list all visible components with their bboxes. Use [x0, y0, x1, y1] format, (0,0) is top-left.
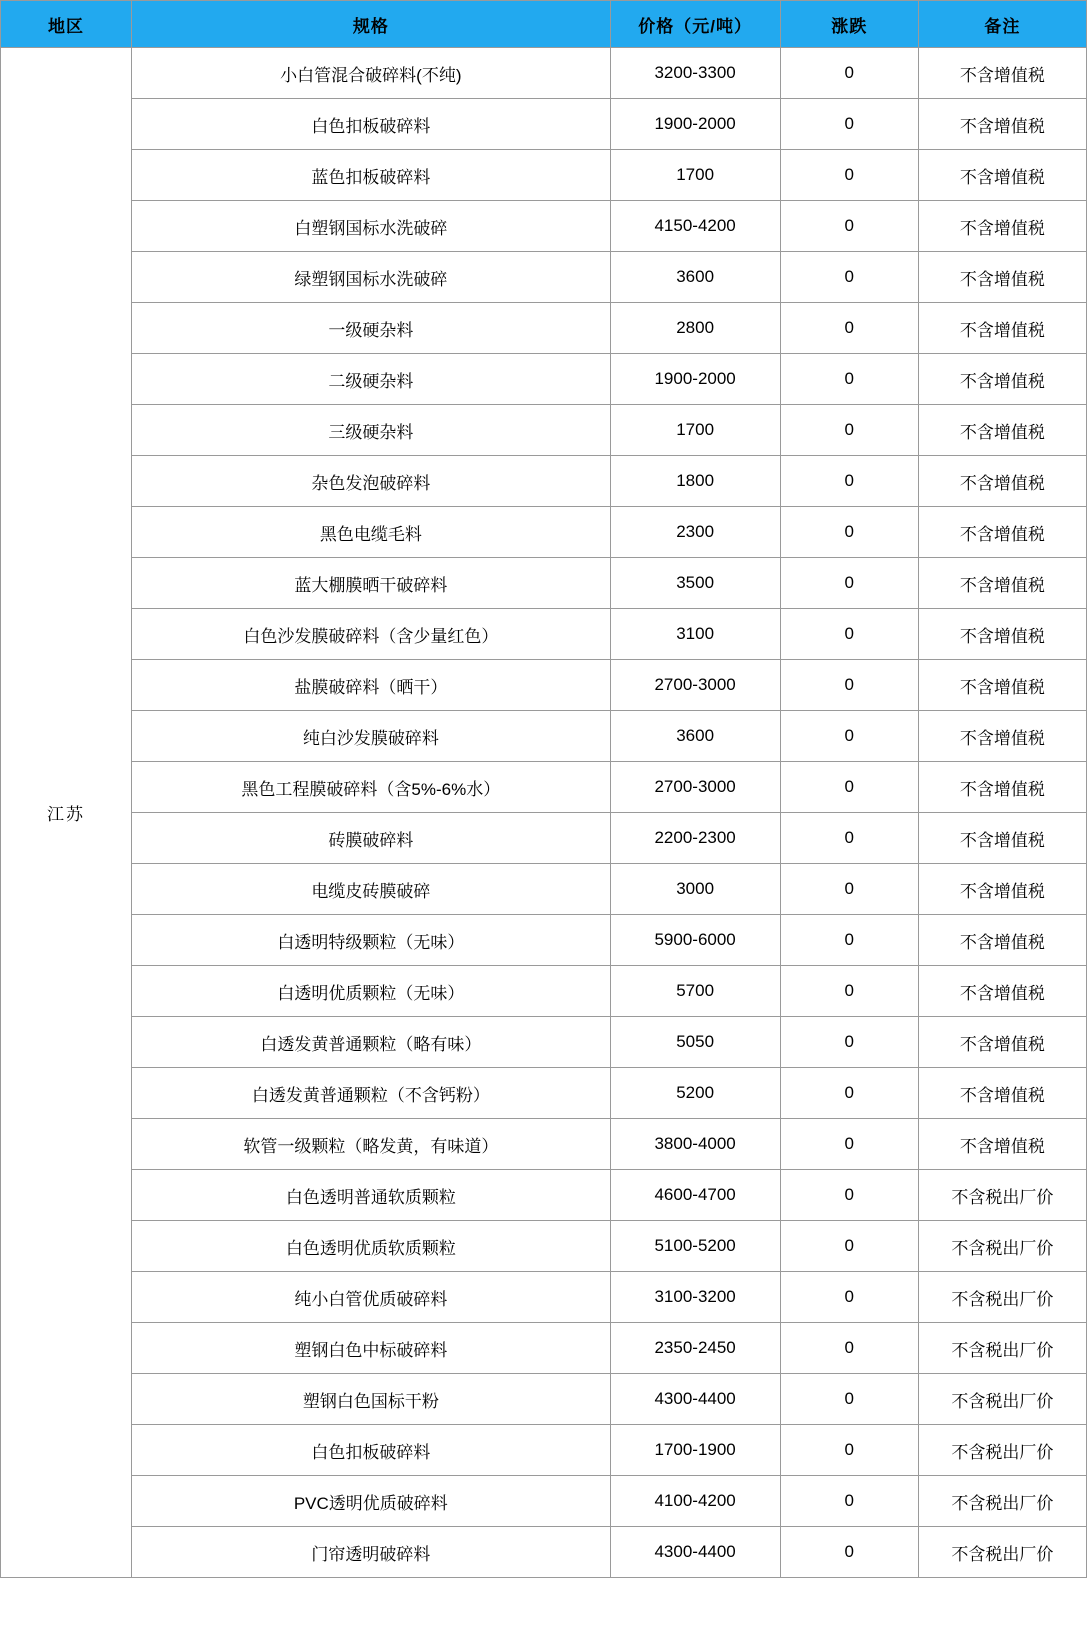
spec-cell: 塑钢白色中标破碎料 — [132, 1323, 610, 1374]
note-cell: 不含增值税 — [918, 456, 1086, 507]
change-cell: 0 — [780, 1425, 918, 1476]
price-cell: 2200-2300 — [610, 813, 780, 864]
note-cell: 不含增值税 — [918, 711, 1086, 762]
price-cell: 5050 — [610, 1017, 780, 1068]
change-cell: 0 — [780, 1476, 918, 1527]
note-cell: 不含增值税 — [918, 201, 1086, 252]
change-cell: 0 — [780, 1272, 918, 1323]
spec-cell: PVC透明优质破碎料 — [132, 1476, 610, 1527]
price-cell: 3600 — [610, 711, 780, 762]
note-cell: 不含增值税 — [918, 609, 1086, 660]
change-cell: 0 — [780, 609, 918, 660]
spec-cell: 二级硬杂料 — [132, 354, 610, 405]
spec-cell: 白色扣板破碎料 — [132, 99, 610, 150]
table-row — [1, 507, 1087, 558]
note-cell: 不含增值税 — [918, 1017, 1086, 1068]
note-cell: 不含增值税 — [918, 813, 1086, 864]
note-cell: 不含增值税 — [918, 507, 1086, 558]
table-row — [1, 150, 1087, 201]
change-cell: 0 — [780, 660, 918, 711]
spec-cell: 塑钢白色国标干粉 — [132, 1374, 610, 1425]
price-cell: 3100-3200 — [610, 1272, 780, 1323]
table-header — [1, 1, 1087, 48]
price-cell: 2800 — [610, 303, 780, 354]
change-cell: 0 — [780, 252, 918, 303]
table-row — [1, 660, 1087, 711]
table-row — [1, 252, 1087, 303]
change-cell: 0 — [780, 762, 918, 813]
spec-cell: 小白管混合破碎料(不纯) — [132, 48, 610, 99]
price-cell: 3500 — [610, 558, 780, 609]
change-cell: 0 — [780, 405, 918, 456]
price-cell: 4100-4200 — [610, 1476, 780, 1527]
table-row — [1, 1068, 1087, 1119]
table-row — [1, 609, 1087, 660]
price-cell: 2700-3000 — [610, 762, 780, 813]
change-cell: 0 — [780, 1119, 918, 1170]
spec-cell: 白色沙发膜破碎料（含少量红色） — [132, 609, 610, 660]
note-cell: 不含增值税 — [918, 762, 1086, 813]
spec-cell: 盐膜破碎料（晒干） — [132, 660, 610, 711]
price-cell: 3800-4000 — [610, 1119, 780, 1170]
column-header-spec: 规格 — [132, 1, 610, 48]
note-cell: 不含增值税 — [918, 405, 1086, 456]
price-cell: 3200-3300 — [610, 48, 780, 99]
table-row — [1, 303, 1087, 354]
change-cell: 0 — [780, 1017, 918, 1068]
price-cell: 2350-2450 — [610, 1323, 780, 1374]
note-cell: 不含税出厂价 — [918, 1272, 1086, 1323]
note-cell: 不含税出厂价 — [918, 1323, 1086, 1374]
note-cell: 不含增值税 — [918, 354, 1086, 405]
note-cell: 不含增值税 — [918, 150, 1086, 201]
spec-cell: 蓝大棚膜晒干破碎料 — [132, 558, 610, 609]
change-cell: 0 — [780, 1170, 918, 1221]
change-cell: 0 — [780, 1068, 918, 1119]
change-cell: 0 — [780, 915, 918, 966]
change-cell: 0 — [780, 150, 918, 201]
note-cell: 不含增值税 — [918, 558, 1086, 609]
spec-cell: 白透发黄普通颗粒（不含钙粉） — [132, 1068, 610, 1119]
table-row — [1, 1119, 1087, 1170]
table-row — [1, 1527, 1087, 1578]
change-cell: 0 — [780, 966, 918, 1017]
table-row — [1, 354, 1087, 405]
price-cell: 1700-1900 — [610, 1425, 780, 1476]
region-cell: 江苏 — [1, 48, 132, 1578]
price-cell: 3100 — [610, 609, 780, 660]
note-cell: 不含增值税 — [918, 660, 1086, 711]
change-cell: 0 — [780, 711, 918, 762]
column-header-region: 地区 — [1, 1, 132, 48]
spec-cell: 纯白沙发膜破碎料 — [132, 711, 610, 762]
table-row — [1, 1425, 1087, 1476]
note-cell: 不含增值税 — [918, 99, 1086, 150]
change-cell: 0 — [780, 864, 918, 915]
spec-cell: 白色透明普通软质颗粒 — [132, 1170, 610, 1221]
table-row — [1, 966, 1087, 1017]
table-header-row — [1, 1, 1087, 48]
spec-cell: 门帘透明破碎料 — [132, 1527, 610, 1578]
spec-cell: 绿塑钢国标水洗破碎 — [132, 252, 610, 303]
note-cell: 不含增值税 — [918, 915, 1086, 966]
change-cell: 0 — [780, 1323, 918, 1374]
spec-cell: 杂色发泡破碎料 — [132, 456, 610, 507]
column-header-change: 涨跌 — [780, 1, 918, 48]
change-cell: 0 — [780, 303, 918, 354]
table-body — [1, 48, 1087, 1578]
note-cell: 不含税出厂价 — [918, 1425, 1086, 1476]
price-cell: 3600 — [610, 252, 780, 303]
spec-cell: 三级硬杂料 — [132, 405, 610, 456]
note-cell: 不含增值税 — [918, 1119, 1086, 1170]
change-cell: 0 — [780, 1527, 918, 1578]
table-row — [1, 1017, 1087, 1068]
change-cell: 0 — [780, 507, 918, 558]
table-row — [1, 864, 1087, 915]
table-row — [1, 99, 1087, 150]
table-row — [1, 762, 1087, 813]
spec-cell: 纯小白管优质破碎料 — [132, 1272, 610, 1323]
spec-cell: 白透明优质颗粒（无味） — [132, 966, 610, 1017]
spec-cell: 黑色电缆毛料 — [132, 507, 610, 558]
table-row — [1, 1221, 1087, 1272]
change-cell: 0 — [780, 456, 918, 507]
note-cell: 不含增值税 — [918, 48, 1086, 99]
change-cell: 0 — [780, 558, 918, 609]
note-cell: 不含增值税 — [918, 303, 1086, 354]
spec-cell: 砖膜破碎料 — [132, 813, 610, 864]
change-cell: 0 — [780, 354, 918, 405]
change-cell: 0 — [780, 813, 918, 864]
change-cell: 0 — [780, 99, 918, 150]
change-cell: 0 — [780, 48, 918, 99]
table-row — [1, 1170, 1087, 1221]
price-cell: 1900-2000 — [610, 354, 780, 405]
table-row — [1, 1374, 1087, 1425]
note-cell: 不含增值税 — [918, 966, 1086, 1017]
price-cell: 1700 — [610, 405, 780, 456]
note-cell: 不含增值税 — [918, 252, 1086, 303]
price-cell: 3000 — [610, 864, 780, 915]
table-row — [1, 711, 1087, 762]
table-row — [1, 201, 1087, 252]
change-cell: 0 — [780, 201, 918, 252]
note-cell: 不含税出厂价 — [918, 1221, 1086, 1272]
spec-cell: 蓝色扣板破碎料 — [132, 150, 610, 201]
price-cell: 5200 — [610, 1068, 780, 1119]
spec-cell: 白透明特级颗粒（无味） — [132, 915, 610, 966]
price-cell: 1700 — [610, 150, 780, 201]
table-row — [1, 1476, 1087, 1527]
column-header-note: 备注 — [918, 1, 1086, 48]
spec-cell: 白透发黄普通颗粒（略有味） — [132, 1017, 610, 1068]
spec-cell: 黑色工程膜破碎料（含5%-6%水） — [132, 762, 610, 813]
table-row — [1, 558, 1087, 609]
table-row — [1, 1323, 1087, 1374]
price-cell: 4300-4400 — [610, 1374, 780, 1425]
price-cell: 4300-4400 — [610, 1527, 780, 1578]
price-cell: 1900-2000 — [610, 99, 780, 150]
spec-cell: 白塑钢国标水洗破碎 — [132, 201, 610, 252]
change-cell: 0 — [780, 1374, 918, 1425]
price-cell: 5700 — [610, 966, 780, 1017]
note-cell: 不含增值税 — [918, 1068, 1086, 1119]
note-cell: 不含税出厂价 — [918, 1476, 1086, 1527]
table-row — [1, 813, 1087, 864]
change-cell: 0 — [780, 1221, 918, 1272]
spec-cell: 一级硬杂料 — [132, 303, 610, 354]
table-row — [1, 456, 1087, 507]
note-cell: 不含税出厂价 — [918, 1374, 1086, 1425]
price-cell: 5100-5200 — [610, 1221, 780, 1272]
price-cell: 5900-6000 — [610, 915, 780, 966]
price-cell: 4150-4200 — [610, 201, 780, 252]
price-cell: 1800 — [610, 456, 780, 507]
spec-cell: 白色扣板破碎料 — [132, 1425, 610, 1476]
table-row — [1, 915, 1087, 966]
spec-cell: 电缆皮砖膜破碎 — [132, 864, 610, 915]
table-row — [1, 1272, 1087, 1323]
price-cell: 2300 — [610, 507, 780, 558]
note-cell: 不含税出厂价 — [918, 1170, 1086, 1221]
spec-cell: 软管一级颗粒（略发黄，有味道） — [132, 1119, 610, 1170]
price-cell: 4600-4700 — [610, 1170, 780, 1221]
column-header-price: 价格（元/吨） — [610, 1, 780, 48]
note-cell: 不含税出厂价 — [918, 1527, 1086, 1578]
table-row — [1, 48, 1087, 99]
table-row — [1, 405, 1087, 456]
price-cell: 2700-3000 — [610, 660, 780, 711]
spec-cell: 白色透明优质软质颗粒 — [132, 1221, 610, 1272]
note-cell: 不含增值税 — [918, 864, 1086, 915]
